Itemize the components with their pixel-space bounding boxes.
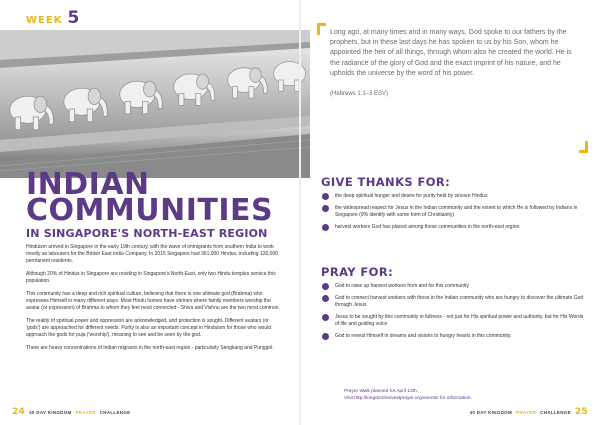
pray-for-heading: PRAY FOR: <box>321 265 394 279</box>
elephant-relief-photo <box>0 30 310 178</box>
paragraph: The reality of spiritual power and oppression are acknowledged, and protection is sought. Different avatars (or 'gods') are approached for different needs. Purity is also an important concept in Hinduism for those who would approach the gods for puja ('worship'), meaning to see and be seen by the god. <box>26 318 272 338</box>
pray-for-list <box>322 283 584 345</box>
bullet-dot-icon <box>322 193 329 200</box>
bullet-dot-icon <box>322 314 329 321</box>
folio-text: 40 DAY KINGDOM <box>469 409 513 415</box>
bullet-dot-icon <box>322 295 329 302</box>
give-thanks-list <box>322 193 584 236</box>
page-number: 25 <box>574 407 588 417</box>
prayer-walk-note <box>344 388 472 402</box>
page-number: 24 <box>12 407 26 417</box>
bullet-dot-icon <box>322 283 329 290</box>
folio-accent: PRAYER <box>75 409 96 415</box>
bullet-dot-icon <box>322 205 329 212</box>
list-item: God to connect harvest workers with those in the Indian community who are hungry to discover the ultimate God through Jesus <box>322 295 584 309</box>
note-line-1: Prayer Walk planned for April 12th. <box>344 389 418 394</box>
give-thanks-heading: GIVE THANKS FOR: <box>321 175 451 189</box>
list-item: God to reveal Himself in dreams and visions to hungry hearts in this community. <box>322 333 584 340</box>
quote-reference: (Hebrews 1:1–3 ESV) <box>330 91 389 98</box>
folio-left <box>12 407 130 417</box>
page-title <box>26 167 274 228</box>
week-number: 5 <box>67 8 80 28</box>
quote-open-icon <box>317 23 326 35</box>
folio-tail: CHALLENGE <box>99 409 131 415</box>
folio-right <box>470 407 588 417</box>
bullet-dot-icon <box>322 333 329 340</box>
right-page <box>300 0 600 425</box>
paragraph: Although 20% of Hindus in Singapore are residing in Singapore's North-East, only two Hindu temples service this population. <box>26 271 276 284</box>
title-line-1: INDIAN <box>26 167 150 202</box>
list-item: the deep spiritual hunger and desire for purity held by sincere Hindus <box>322 193 584 200</box>
note-link[interactable]: Visit http://kingdomharvestprayer.org/events/ for information. <box>344 396 472 401</box>
list-item: the widespread respect for Jesus in the Indian community and the extent to which He is followed by Indians in Singapore (9% identify with some form of Christianity) <box>322 205 584 219</box>
list-item: God to raise up harvest workers from and for this community <box>322 283 584 290</box>
body-copy <box>26 244 284 358</box>
week-header <box>26 8 79 28</box>
list-item: harvest workers God has placed among these communities in the north-east region. <box>322 224 584 231</box>
list-item: Jesus to be sought by this community in fullness - not just for His spiritual power and authority, but for His Words of life and guiding voice <box>322 314 584 328</box>
paragraph: This community has a deep and rich spiritual culture, believing that there is one ultimate god (Brahma) who expresses Himself in many different ways. Most Hindu homes have shrines where family members worship the avatar (or expression) of Brahma to whom they feel most connected - Shiva and Vishnu are the two most common. <box>26 291 280 311</box>
paragraph: There are heavy concentrations of Indian migrants in the north-east region - particularly Sengkang and Punggol. <box>26 345 274 351</box>
quote-text: Long ago, at many times and in many ways, God spoke to our fathers by the prophets, but in these last days he has spoken to us by his Son, whom he appointed the heir of all things, through whom also he created the world. He is the radiance of the glory of God and the exact imprint of his nature, and he upholds the universe by the word of his power. <box>330 29 572 77</box>
title-line-2: COMMUNITIES <box>26 193 274 228</box>
paragraph: Hinduism arrived in Singapore in the early 19th century, with the wave of immigrants from southern India to work mostly as labourers for the British East India Company. In 2015 Singapore had 361,000 Hindus, including 120,000 permanent residents. <box>26 244 279 264</box>
folio-accent: PRAYER <box>516 409 537 415</box>
scripture-quote <box>330 28 574 97</box>
quote-close-icon <box>579 141 588 153</box>
page-subtitle: IN SINGAPORE'S NORTH-EAST REGION <box>26 227 268 240</box>
week-label: WEEK <box>26 15 63 26</box>
folio-text: 40 DAY KINGDOM <box>29 409 72 415</box>
bullet-dot-icon <box>322 224 329 231</box>
folio-tail: CHALLENGE <box>540 409 571 415</box>
